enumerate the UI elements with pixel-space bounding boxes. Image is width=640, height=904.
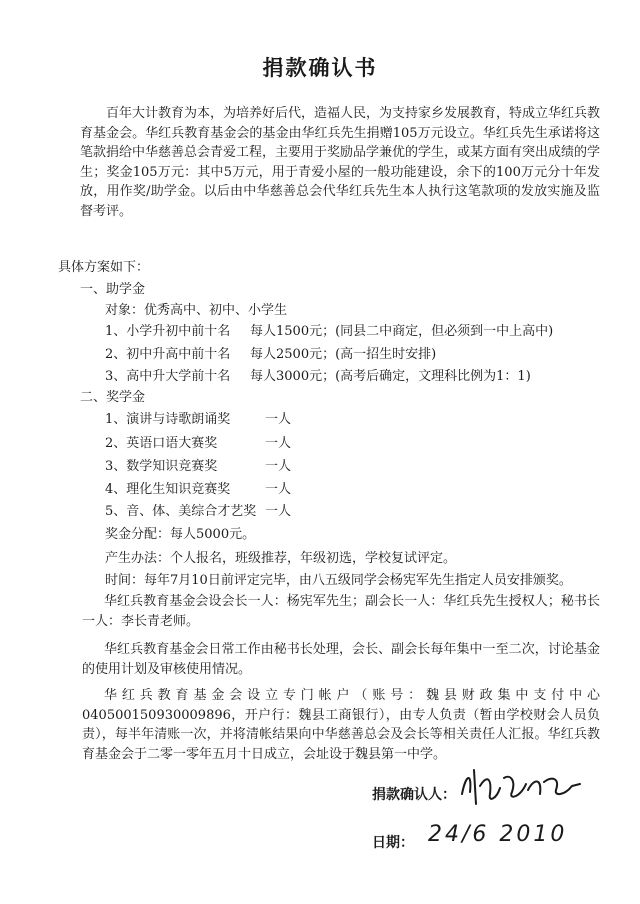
handwritten-date: 24/6 2010 (428, 822, 568, 847)
date-label: 日期： (372, 835, 414, 851)
award-item-label: 5、音、体、美综合才艺奖 (105, 504, 257, 519)
award-item-count: 一人 (265, 459, 292, 474)
officers-paragraph: 华红兵教育基金会设会长一人：杨宪军先生；副会长一人：华红兵先生授权人；秘书长一人：李长青老师。 (82, 594, 600, 629)
award-item-count: 一人 (265, 504, 292, 519)
award-time: 时间：每年7月10日前评定完毕，由八五级同学会杨宪军先生指定人员安排颁奖。 (105, 573, 572, 588)
award-item-label: 3、数学知识竞赛奖 (105, 459, 218, 474)
award-item-count: 一人 (265, 412, 292, 427)
plan-heading: 具体方案如下： (58, 260, 150, 275)
award-item-count: 一人 (265, 436, 292, 451)
document-title: 捐款确认书 (262, 55, 378, 80)
section2-heading: 二、奖学金 (80, 390, 146, 405)
intro-paragraph: 百年大计教育为本，为培养好后代，造福人民，为支持家乡发展教育，特成立华红兵教育基金会。华红兵教育基金会的基金由华红兵先生捐赠105万元设立。华红兵先生承诺将这笔款捐给中华慈善总会青爱工程，主要用于奖励品学兼优的学生，或某方面有突出成绩的学生；奖金105万元：其中5万元，用于青爱小屋的一般功能建设，余下的100万元分十年发放，用作奖/助学金。以后由中华慈善总会代华红兵先生本人执行这笔款项的发放实施及监督考评。 (80, 106, 601, 219)
grant-item-label: 2、初中升高中前十名 (105, 347, 231, 362)
award-item-count: 一人 (265, 482, 292, 497)
award-distribution: 奖金分配：每人5000元。 (105, 527, 256, 542)
grant-item-detail: 每人2500元；(高一招生时安排) (250, 347, 437, 362)
handwritten-signature (456, 764, 586, 810)
section1-target: 对象：优秀高中、初中、小学生 (105, 303, 288, 318)
management-paragraph: 华红兵教育基金会日常工作由秘书长处理，会长、副会长每年集中一至二次，讨论基金的使用计划及审核使用情况。 (82, 642, 600, 677)
award-item-label: 2、英语口语大赛奖 (105, 436, 218, 451)
account-paragraph: 华红兵教育基金会设立专门帐户（账号：魏县财政集中支付中心040500150930009896，开户行：魏县工商银行），由专人负责（暂由学校财会人员负责），每半年清账一次，并将清帐结果向中华慈善总会及会长等相关责任人汇报。华红兵教育基金会于二零一零年五月十日成立，会址设于魏县第一中学。 (82, 688, 600, 762)
award-method: 产生办法：个人报名，班级推荐，年级初选，学校复试评定。 (105, 551, 457, 566)
grant-item-label: 3、高中升大学前十名 (105, 369, 231, 384)
award-item-label: 1、演讲与诗歌朗诵奖 (105, 412, 231, 427)
grant-item-detail: 每人3000元；(高考后确定，文理科比例为1：1) (250, 369, 531, 384)
grant-item-detail: 每人1500元；(同县二中商定，但必须到一中上高中) (250, 324, 554, 339)
grant-item-label: 1、小学升初中前十名 (105, 324, 231, 339)
award-item-label: 4、理化生知识竞赛奖 (105, 482, 231, 497)
section1-heading: 一、助学金 (80, 282, 146, 297)
signature-label: 捐款确认人： (372, 787, 456, 803)
